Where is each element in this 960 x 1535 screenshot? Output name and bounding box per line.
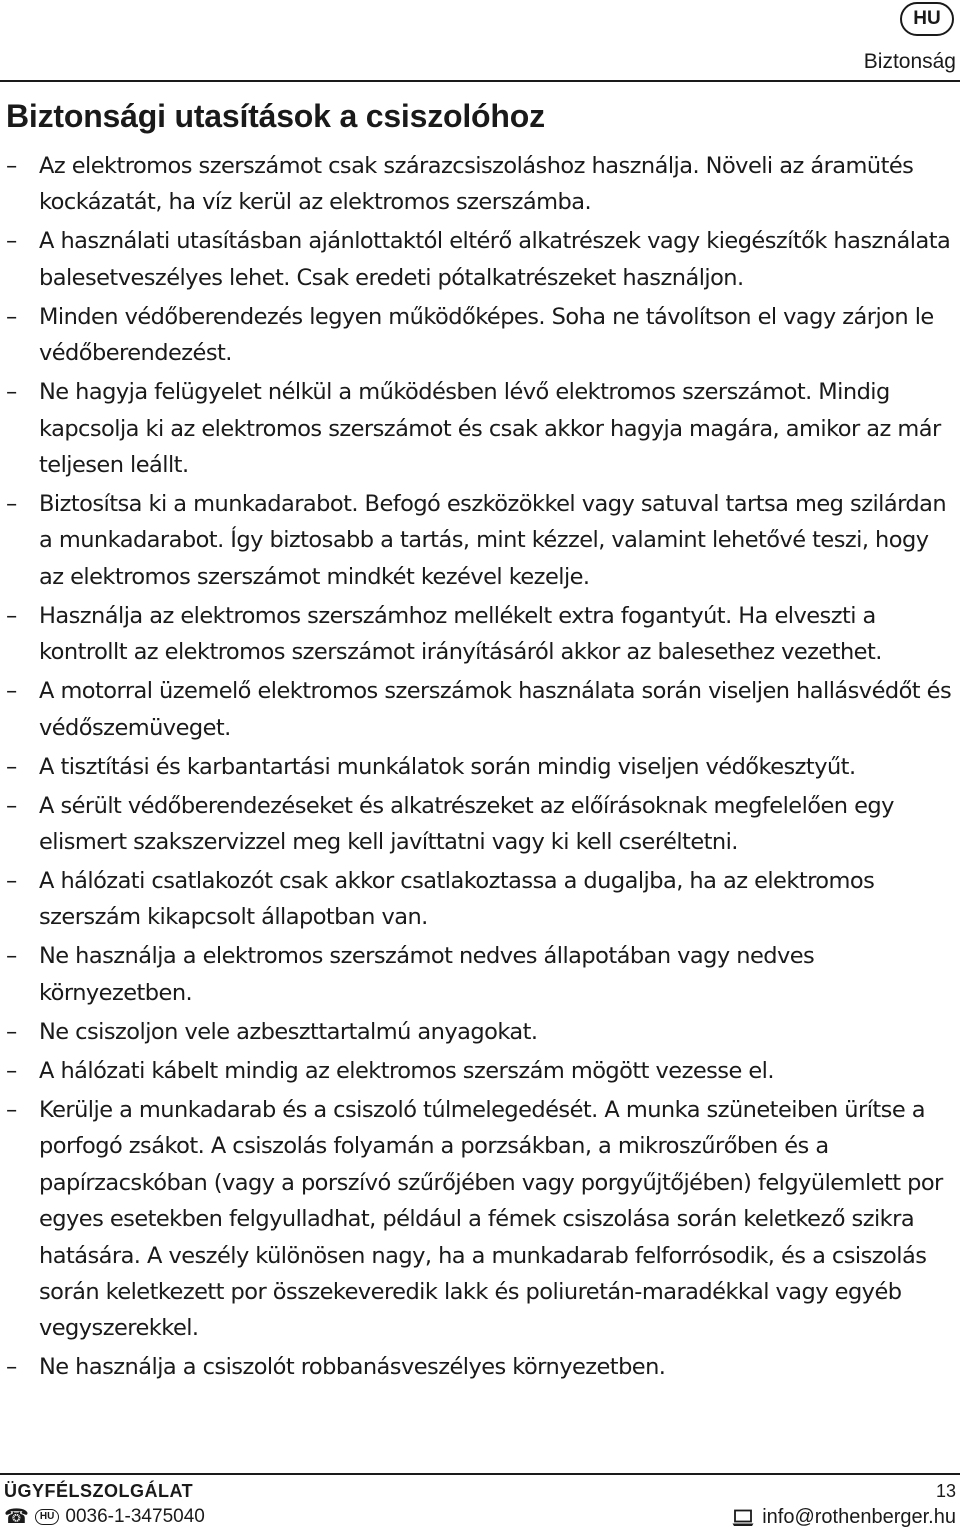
list-item-text: Ne csiszoljon vele azbeszttartalmú anyagokat. — [39, 1018, 538, 1045]
section-label: Biztonság — [863, 50, 956, 73]
page-title: Biztonsági utasítások a csiszolóhoz — [6, 98, 545, 134]
bullet-dash: – — [6, 1018, 17, 1045]
list-item-text: A hálózati kábelt mindig az elektromos szerszám mögött vezesse el. — [39, 1057, 774, 1084]
bullet-dash: – — [6, 678, 17, 705]
page-number: 13 — [935, 1481, 956, 1501]
list-item — [0, 938, 956, 1011]
email-address[interactable]: info@rothenberger.hu — [762, 1506, 956, 1528]
list-item-text: A motorral üzemelő elektromos szerszámok használata során viseljen hallásvédőt és védőszemüveget. — [39, 678, 952, 741]
list-item-text: A tisztítási és karbantartási munkálatok során mindig viseljen védőkesztyűt. — [39, 753, 856, 780]
list-item — [0, 598, 956, 671]
header-divider — [0, 80, 960, 82]
list-item-text: Ne használja a elektromos szerszámot nedves állapotában vagy nedves környezetben. — [39, 943, 815, 1006]
bullet-dash: – — [6, 491, 17, 518]
list-item-text: Minden védőberendezés legyen működőképes. Soha ne távolítson el vagy zárjon le védőberendezést. — [39, 303, 934, 367]
bullet-dash: – — [6, 153, 17, 179]
list-item-text: Biztosítsa ki a munkadarabot. Befogó eszközökkel vagy satuval tartsa meg szilárdan a munkadarabot. Így biztosabb a tartás, mint kézzel, valamint lehetővé teszi, hogy az elektromos szerszámot mindkét kezével kezelje. — [39, 491, 947, 590]
list-item — [0, 863, 956, 936]
bullet-dash: – — [6, 868, 17, 895]
bullet-dash: – — [6, 303, 17, 330]
customer-service-label: ÜGYFÉLSZOLGÁLAT — [4, 1481, 194, 1501]
bullet-dash: – — [6, 228, 17, 255]
list-item — [0, 788, 956, 861]
list-item-text: Kerülje a munkadarab és a csiszoló túlmelegedését. A munka szüneteiben ürítse a porfogó zsákot. A csiszolás folyamán a porzsákban, a mikroszűrőben és a papírzacskóban (vagy a porszívó szűrőjében vagy porgyűjtőjében) felgyülemlett por egyes esetekben felgyulladhat, például a fémek csiszolása során keletkező szikra hatására. A veszély különösen nagy, ha a munkadarab felforrósodik, és a csiszolás során keletkezett por összekeveredik lakk és poliuretán-maradékkal vagy egyéb vegyszerekkel. — [39, 1096, 943, 1342]
list-item — [0, 148, 956, 221]
bullet-dash: – — [6, 1354, 17, 1381]
list-item-text: Használja az elektromos szerszámhoz mellékelt extra fogantyút. Ha elveszti a kontrollt az elektromos szerszámot irányításáról akkor az balesethez vezethet. — [39, 602, 882, 666]
telephone-icon: ☎ — [4, 1506, 29, 1528]
bullet-dash: – — [6, 379, 17, 406]
list-item — [0, 1349, 956, 1385]
list-item-text: A hálózati csatlakozót csak akkor csatlakoztassa a dugaljba, ha az elektromos szerszám kikapcsolt állapotban van. — [39, 868, 875, 931]
footer-divider — [0, 1473, 960, 1475]
country-badge: HU — [35, 1509, 59, 1525]
phone-number: 0036-1-3475040 — [65, 1506, 205, 1527]
language-badge: HU — [900, 2, 954, 36]
list-item — [0, 749, 956, 785]
list-item-text: Ne használja a csiszolót robbanásveszélyes környezetben. — [39, 1354, 666, 1381]
laptop-icon — [732, 1509, 754, 1527]
bullet-dash: – — [6, 943, 17, 970]
list-item-text: A használati utasításban ajánlottaktól eltérő alkatrészek vagy kiegészítők használata balesetveszélyes lehet. Csak eredeti pótalkatrészeket használjon. — [39, 228, 951, 291]
list-item — [0, 486, 956, 595]
bullet-dash: – — [6, 1096, 17, 1123]
list-item — [0, 1053, 956, 1089]
list-item — [0, 673, 956, 746]
list-item — [0, 1014, 956, 1050]
list-item — [0, 1092, 956, 1347]
list-item-text: A sérült védőberendezéseket és alkatrészeket az előírásoknak megfelelően egy elismert szakszervizzel meg kell javíttatni vagy ki kell cseréltetni. — [39, 792, 894, 856]
list-item — [0, 299, 956, 372]
phone-contact — [4, 1506, 205, 1528]
list-item-text: Ne hagyja felügyelet nélkül a működésben lévő elektromos szerszámot. Mindig kapcsolja ki az elektromos szerszámot és csak akkor hagyja magára, amikor az már teljesen leállt. — [39, 379, 941, 479]
list-item — [0, 374, 956, 483]
bullet-dash: – — [6, 602, 17, 629]
bullet-dash: – — [6, 753, 17, 780]
list-item-text: Az elektromos szerszámot csak szárazcsiszoláshoz használja. Növeli az áramütés kockázatát, ha víz kerül az elektromos szerszámba. — [39, 153, 914, 216]
safety-instructions-list — [0, 148, 956, 1388]
bullet-dash: – — [6, 792, 17, 819]
list-item — [0, 223, 956, 296]
bullet-dash: – — [6, 1057, 17, 1084]
email-contact — [732, 1506, 956, 1529]
